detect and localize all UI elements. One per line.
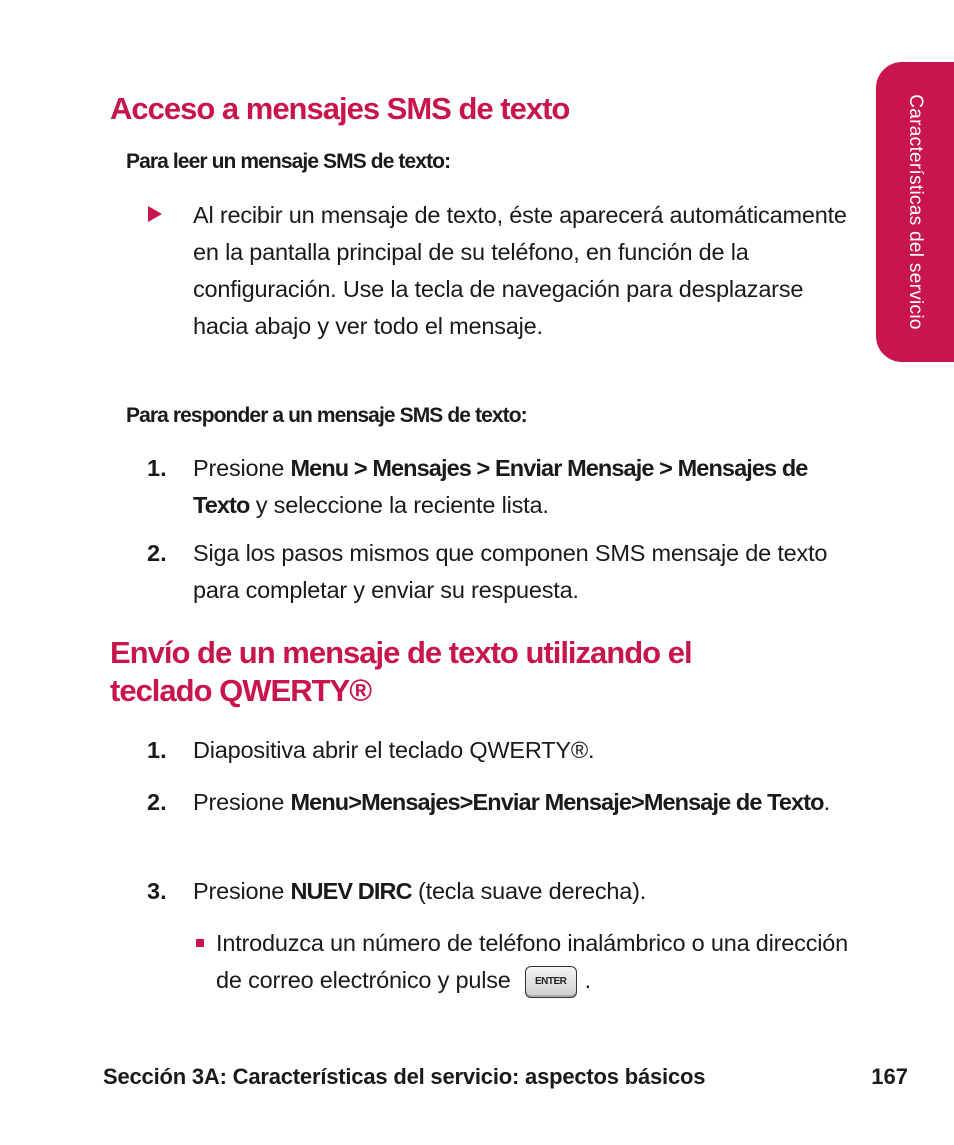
read-bullet-text: Al recibir un mensaje de texto, éste aparecerá automáticamente en la pantalla principal de su teléfono, en función de la configuración. Use la tecla de navegación para desplazarse hacia abajo y ver todo el mensaje. [193,202,847,339]
menu-path: Menu > Mensajes > Enviar Mensaje > Mensajes de Texto [193,455,808,518]
qwerty-sub-bullet: Introduzca un número de teléfono inalámbrico o una dirección de correo electrónico y pulse ENTER . [216,925,866,999]
triangle-bullet-icon [148,206,162,222]
reply-step-2: Siga los pasos mismos que componen SMS mensaje de texto para completar y enviar su respuesta. [193,540,828,603]
footer-section-label: Sección 3A: Características del servicio: aspectos básicos [103,1064,706,1089]
menu-path: Menu>Mensajes>Enviar Mensaje>Mensaje de Texto [290,789,824,815]
enter-key-icon: ENTER [525,966,577,998]
step-number: 2. [147,540,167,566]
page-number: 167 [871,1064,908,1089]
reply-heading: Para responder a un mensaje SMS de texto: [126,404,527,427]
qwerty-step-1: Diapositiva abrir el teclado QWERTY®. [193,737,595,763]
step-number: 1. [147,455,167,481]
square-bullet-icon [196,939,204,947]
side-tab [876,62,954,362]
side-tab-label: Características del servicio [905,94,926,330]
read-heading: Para leer un mensaje SMS de texto: [126,150,451,173]
step-number: 2. [147,789,167,815]
step-number: 1. [147,737,167,763]
reply-step-1: Presione Menu > Mensajes > Enviar Mensaje > Mensajes de Texto y seleccione la reciente lista. [193,455,808,518]
section-title-qwerty: Envío de un mensaje de texto utilizando el teclado QWERTY® [110,635,692,708]
step-number: 3. [147,878,167,904]
qwerty-step-2: Presione Menu>Mensajes>Enviar Mensaje>Mensaje de Texto. [193,789,830,815]
softkey-label: NUEV DIRC [290,878,412,904]
qwerty-step-3: Presione NUEV DIRC (tecla suave derecha). [193,878,647,904]
section-title-sms-access: Acceso a mensajes SMS de texto [110,91,570,126]
